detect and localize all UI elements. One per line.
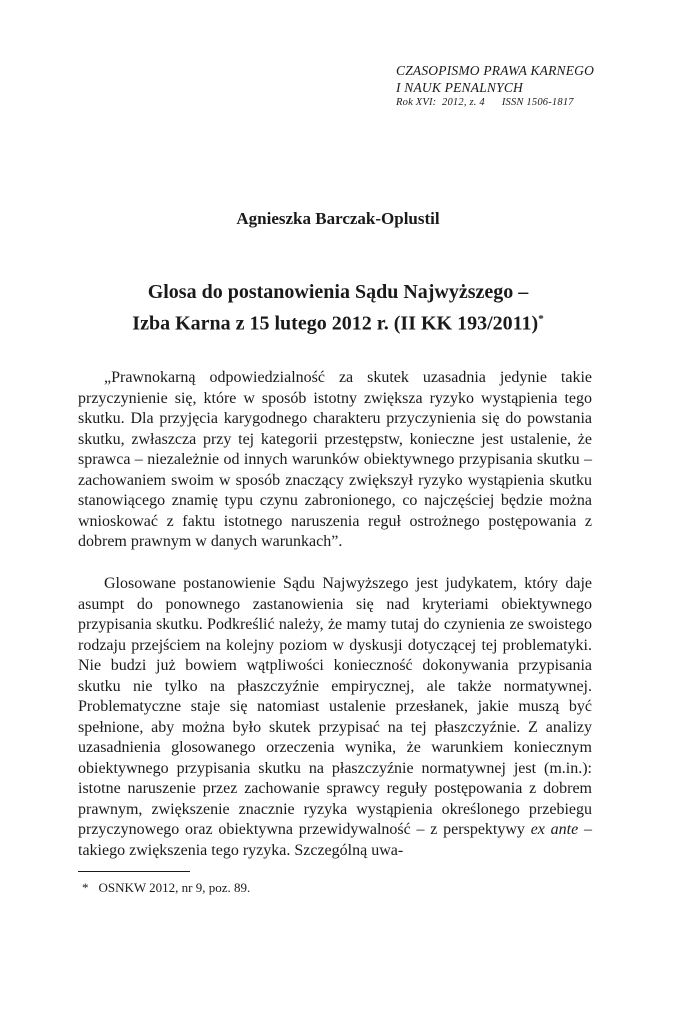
- journal-name-line1: CZASOPISMO PRAWA KARNEGO: [396, 63, 595, 78]
- title-footnote-mark: *: [538, 313, 544, 325]
- title-line1: Glosa do postanowienia Sądu Najwyższego –: [147, 281, 529, 303]
- body-paragraph: [78, 574, 592, 861]
- journal-name-line2: I NAUK PENALNYCH: [396, 80, 523, 95]
- article-author: Agnieszka Barczak-Oplustil: [236, 209, 440, 228]
- footnote-text: OSNKW 2012, nr 9, poz. 89.: [98, 880, 251, 895]
- journal-meta: [396, 96, 636, 110]
- footnote-separator: [78, 871, 190, 872]
- thesis-quote: „Prawnokarną odpowiedzialność za skutek uzasadnia jedynie takie przyczynienie się, które w sposób istotny zwiększa ryzyko wystąpienia tego skutku. Dla przyjęcia karygodnego charakteru przyczynienia się do powstania skutku, zwłaszcza przy tej kategorii przestępstw, konieczne jest ustalenie, że sprawca – niezależnie od innych warunków obiektywnego przypisania skutku – zachowaniem swoim w sposób znaczący zwiększył ryzyko wystąpienia skutku stanowiącego znamię typu czynu zabronionego, co najczęściej będzie można wnioskować z faktu istotnego naruszenia reguł ostrożnego postępowania z dobrem prawnym w danych warunkach”.: [78, 369, 592, 550]
- journal-header: [396, 62, 636, 110]
- journal-issn: ISSN 1506-1817: [501, 97, 574, 108]
- footnote: [82, 880, 250, 896]
- paragraph-text-part1: Glosowane postanowienie Sądu Najwyższego jest judykatem, który daje asumpt do ponownego zastanowienia się nad kryteriami obiektywnego przypisania skutku. Podkreślić należy, że mamy tutaj do czynienia ze swoistego rodzaju przejściem na kolejny poziom w dyskusji dotyczącej tej problematyki. Nie budzi już bowiem wątpliwości konieczność dokonywania przypisania skutku nie tylko na płaszczyźnie empirycznej, ale także normatywnej. Problematyczne staje się natomiast ustalenie przesłanek, jakie muszą być spełnione, aby można było skutek przypisać na tej płaszczyźnie. Z analizy uzasadnienia glosowanego orzeczenia wynika, że warunkiem koniecznym obiektywnego przypisania skutku na płaszczyźnie normatywnej jest (m.in.): istotne naruszenie przez zachowanie sprawcy reguły postępowania z dobrem prawnym, zwiększenie znacznie ryzyka wystąpienia określonego przebiegu przyczynowego oraz obiektywna przewidywalność – z perspektywy: [78, 575, 592, 838]
- title-line2: Izba Karna z 15 lutego 2012 r. (II KK 193/2011): [132, 312, 539, 335]
- footnote-mark: *: [82, 880, 89, 895]
- article-title: [60, 279, 616, 338]
- journal-issue: Rok XVI: 2012, z. 4: [396, 97, 485, 108]
- paragraph-text-part2: – takiego zwiększenia tego ryzyka. Szczególną uwa-: [78, 821, 593, 859]
- paragraph-italic-phrase: ex ante: [530, 821, 579, 838]
